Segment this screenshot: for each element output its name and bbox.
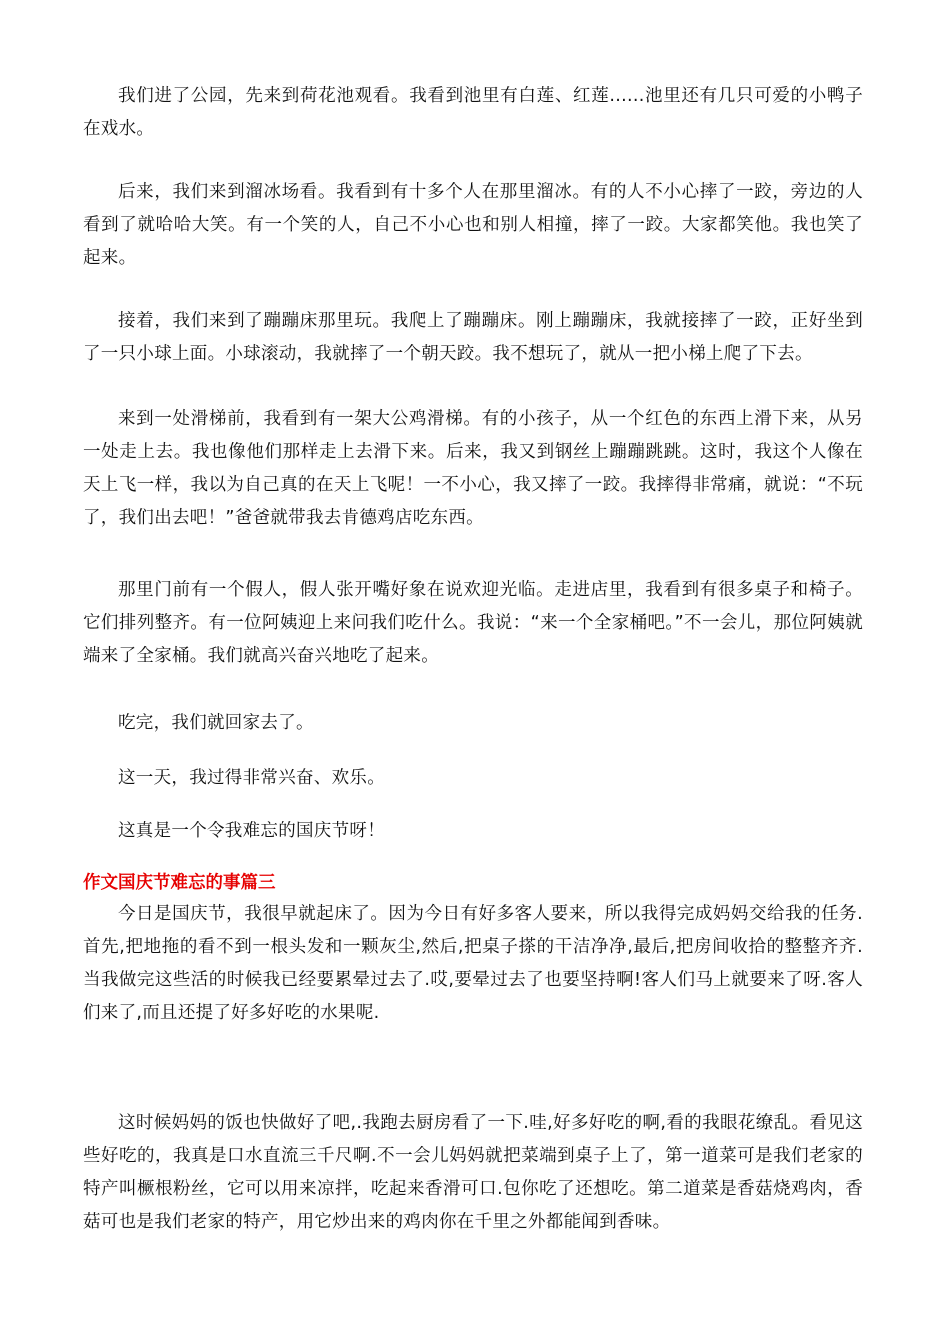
paragraph-ice-rink: 后来，我们来到溜冰场看。我看到有十多个人在那里溜冰。有的人不小心摔了一跤，旁边的人看到了就哈哈大笑。有一个笑的人，自己不小心也和别人相撞，摔了一跤。大家都笑他。我也笑了起来。 <box>83 182 863 268</box>
paragraph-happy-day: 这一天，我过得非常兴奋、欢乐。 <box>118 768 385 788</box>
paragraph-lotus-pond: 我们进了公园，先来到荷花池观看。我看到池里有白莲、红莲......池里还有几只可爱的小鸭子在戏水。 <box>83 86 863 139</box>
paragraph-go-home: 吃完，我们就回家去了。 <box>118 713 314 733</box>
paragraph-national-day-morning: 今日是国庆节，我很早就起床了。因为今日有好多客人要来，所以我得完成妈妈交给我的任务.首先,把地拖的看不到一根头发和一颗灰尘,然后,把桌子搽的干洁净净,最后,把房间收拾的整整齐齐.当我做完这些活的时候我已经要累晕过去了.哎,要晕过去了也要坚持啊!客人们马上就要来了呀.客人们来了,而且还提了好多好吃的水果呢. <box>83 904 863 1023</box>
paragraph-trampoline: 接着，我们来到了蹦蹦床那里玩。我爬上了蹦蹦床。刚上蹦蹦床，我就接摔了一跤，正好坐到了一只小球上面。小球滚动，我就摔了一个朝天跤。我不想玩了，就从一把小梯上爬了下去。 <box>83 311 863 364</box>
paragraph-restaurant: 那里门前有一个假人，假人张开嘴好象在说欢迎光临。走进店里，我看到有很多桌子和椅子。它们排列整齐。有一位阿姨迎上来问我们吃什么。我说：“来一个全家桶吧。”不一会儿，那位阿姨就端来了全家桶。我们就高兴奋兴地吃了起来。 <box>83 580 863 666</box>
paragraph-memorable: 这真是一个令我难忘的国庆节呀！ <box>118 821 385 841</box>
paragraph-slide: 来到一处滑梯前，我看到有一架大公鸡滑梯。有的小孩子，从一个红色的东西上滑下来，从另一处走上去。我也像他们那样走上去滑下来。后来，我又到钢丝上蹦蹦跳跳。这时，我这个人像在天上飞一样，我以为自己真的在天上飞呢！一不小心，我又摔了一跤。我摔得非常痛，就说：“不玩了，我们出去吧！”爸爸就带我去肯德鸡店吃东西。 <box>83 409 863 528</box>
paragraph-dinner-dishes: 这时候妈妈的饭也快做好了吧,.我跑去厨房看了一下.哇,好多好吃的啊,看的我眼花缭乱。看见这些好吃的，我真是口水直流三千尺啊.不一会儿妈妈就把菜端到桌子上了，第一道菜可是我们老家的特产叫橛根粉丝，它可以用来凉拌，吃起来香滑可口.包你吃了还想吃。第二道菜是香菇烧鸡肉，香菇可也是我们老家的特产，用它炒出来的鸡肉你在千里之外都能闻到香味。 <box>83 1113 863 1232</box>
section-heading: 作文国庆节难忘的事篇三 <box>83 873 276 893</box>
